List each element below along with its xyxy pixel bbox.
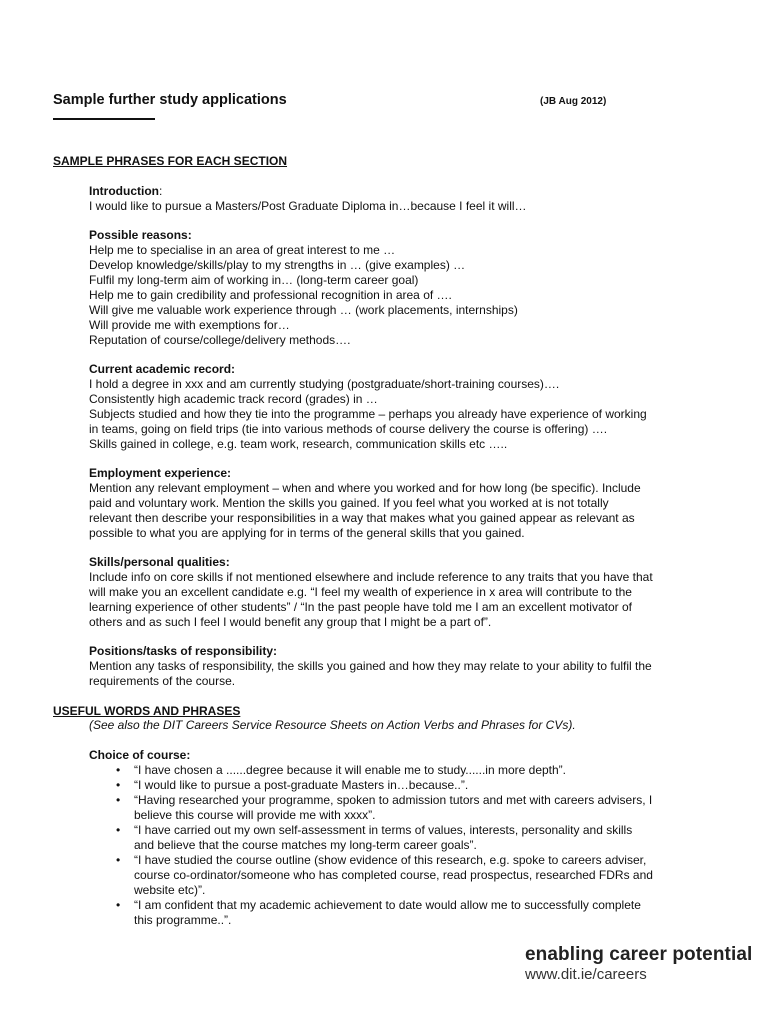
list-item bbox=[89, 823, 709, 853]
reasons-heading: Possible reasons: bbox=[89, 228, 192, 242]
employment-line: paid and voluntary work. Mention the skills you gained. If you feel what you worked at is not totally bbox=[89, 496, 609, 510]
academic-heading: Current academic record: bbox=[89, 362, 236, 376]
reasons-line: Help me to specialise in an area of great interest to me … bbox=[89, 243, 396, 257]
bullet-icon: • bbox=[116, 823, 121, 837]
academic-line: Consistently high academic track record (grades) in … bbox=[89, 392, 378, 406]
list-item-line: “I have carried out my own self-assessment in terms of values, interests, personality and skills bbox=[134, 823, 633, 837]
list-item bbox=[89, 778, 709, 793]
reasons-block bbox=[89, 228, 689, 348]
employment-block bbox=[89, 466, 689, 541]
list-item bbox=[89, 853, 709, 898]
bullet-icon: • bbox=[116, 763, 121, 777]
choice-heading: Choice of course: bbox=[89, 748, 191, 762]
academic-block bbox=[89, 362, 689, 452]
list-item-line: “I have studied the course outline (show evidence of this research, e.g. spoke to careers adviser, bbox=[134, 853, 647, 867]
reasons-line: Help me to gain credibility and professional recognition in area of …. bbox=[89, 288, 452, 302]
document-date: (JB Aug 2012) bbox=[540, 96, 607, 107]
list-item-line: believe this course will provide me with xxxx”. bbox=[134, 808, 376, 822]
reasons-line: Develop knowledge/skills/play to my strengths in … (give examples) … bbox=[89, 258, 466, 272]
academic-line: Skills gained in college, e.g. team work, research, communication skills etc ….. bbox=[89, 437, 508, 451]
choice-block bbox=[89, 748, 689, 763]
academic-line: Subjects studied and how they tie into the programme – perhaps you already have experience of working bbox=[89, 407, 647, 421]
document-title: Sample further study applications bbox=[53, 92, 287, 108]
list-item bbox=[89, 763, 709, 778]
skills-heading: Skills/personal qualities: bbox=[89, 555, 230, 569]
employment-line: Mention any relevant employment – when and where you worked and for how long (be specific). Include bbox=[89, 481, 641, 495]
introduction-heading bbox=[89, 184, 689, 199]
employment-heading: Employment experience: bbox=[89, 466, 232, 480]
introduction-label: Introduction bbox=[89, 184, 159, 198]
reasons-line: Fulfil my long-term aim of working in… (long-term career goal) bbox=[89, 273, 419, 287]
list-item-line: this programme..”. bbox=[134, 913, 232, 927]
list-item-line: “I have chosen a ......degree because it will enable me to study......in more depth”. bbox=[134, 763, 567, 777]
footer-url: www.dit.ie/careers bbox=[525, 966, 647, 983]
section-heading-useful-words: USEFUL WORDS AND PHRASES bbox=[53, 704, 241, 718]
bullet-icon: • bbox=[116, 778, 121, 792]
positions-line: requirements of the course. bbox=[89, 674, 236, 688]
title-underline bbox=[53, 118, 155, 120]
introduction-line: I would like to pursue a Masters/Post Graduate Diploma in…because I feel it will… bbox=[89, 199, 527, 213]
reasons-line: Will give me valuable work experience through … (work placements, internships) bbox=[89, 303, 518, 317]
list-item-line: “I am confident that my academic achievement to date would allow me to successfully complete bbox=[134, 898, 641, 912]
bullet-icon: • bbox=[116, 793, 121, 807]
skills-line: learning experience of other students” / “In the past people have told me I am an excellent motivator of bbox=[89, 600, 632, 614]
positions-line: Mention any tasks of responsibility, the skills you gained and how they may relate to your ability to fulfil the bbox=[89, 659, 652, 673]
bullet-icon: • bbox=[116, 853, 121, 867]
reasons-line: Reputation of course/college/delivery methods…. bbox=[89, 333, 351, 347]
list-item-line: “I would like to pursue a post-graduate Masters in…because..”. bbox=[134, 778, 469, 792]
employment-line: possible to what you are applying for in terms of the general skills that you gained. bbox=[89, 526, 525, 540]
choice-list bbox=[89, 763, 709, 928]
reasons-line: Will provide me with exemptions for… bbox=[89, 318, 290, 332]
positions-block bbox=[89, 644, 689, 689]
section-heading-sample-phrases: SAMPLE PHRASES FOR EACH SECTION bbox=[53, 154, 288, 168]
list-item-line: website etc)”. bbox=[134, 883, 206, 897]
resource-note: (See also the DIT Careers Service Resource Sheets on Action Verbs and Phrases for CVs). bbox=[89, 718, 576, 732]
introduction-colon: : bbox=[158, 184, 163, 198]
skills-block bbox=[89, 555, 689, 630]
positions-heading: Positions/tasks of responsibility: bbox=[89, 644, 278, 658]
list-item-line: and believe that the course matches my long-term career goals”. bbox=[134, 838, 477, 852]
academic-line: I hold a degree in xxx and am currently studying (postgraduate/short-training courses)…. bbox=[89, 377, 560, 391]
skills-line: others and as such I feel I would benefit any group that I might be a part of”. bbox=[89, 615, 492, 629]
list-item bbox=[89, 793, 709, 823]
introduction-block bbox=[89, 184, 689, 214]
footer-tagline: enabling career potential bbox=[525, 944, 753, 965]
list-item-line: “Having researched your programme, spoken to admission tutors and met with careers advisers, I bbox=[134, 793, 653, 807]
list-item-line: course co-ordinator/someone who has completed course, read prospectus, researched FDRs and bbox=[134, 868, 653, 882]
employment-line: relevant then describe your responsibilities in a way that makes what you gained appear as relevant as bbox=[89, 511, 635, 525]
skills-line: Include info on core skills if not mentioned elsewhere and include reference to any traits that you have that bbox=[89, 570, 653, 584]
academic-line: in teams, going on field trips (tie into various methods of course delivery the course is offering) …. bbox=[89, 422, 608, 436]
bullet-icon: • bbox=[116, 898, 121, 912]
list-item bbox=[89, 898, 709, 928]
skills-line: will make you an excellent candidate e.g. “I feel my wealth of experience in x area will contribute to the bbox=[89, 585, 632, 599]
